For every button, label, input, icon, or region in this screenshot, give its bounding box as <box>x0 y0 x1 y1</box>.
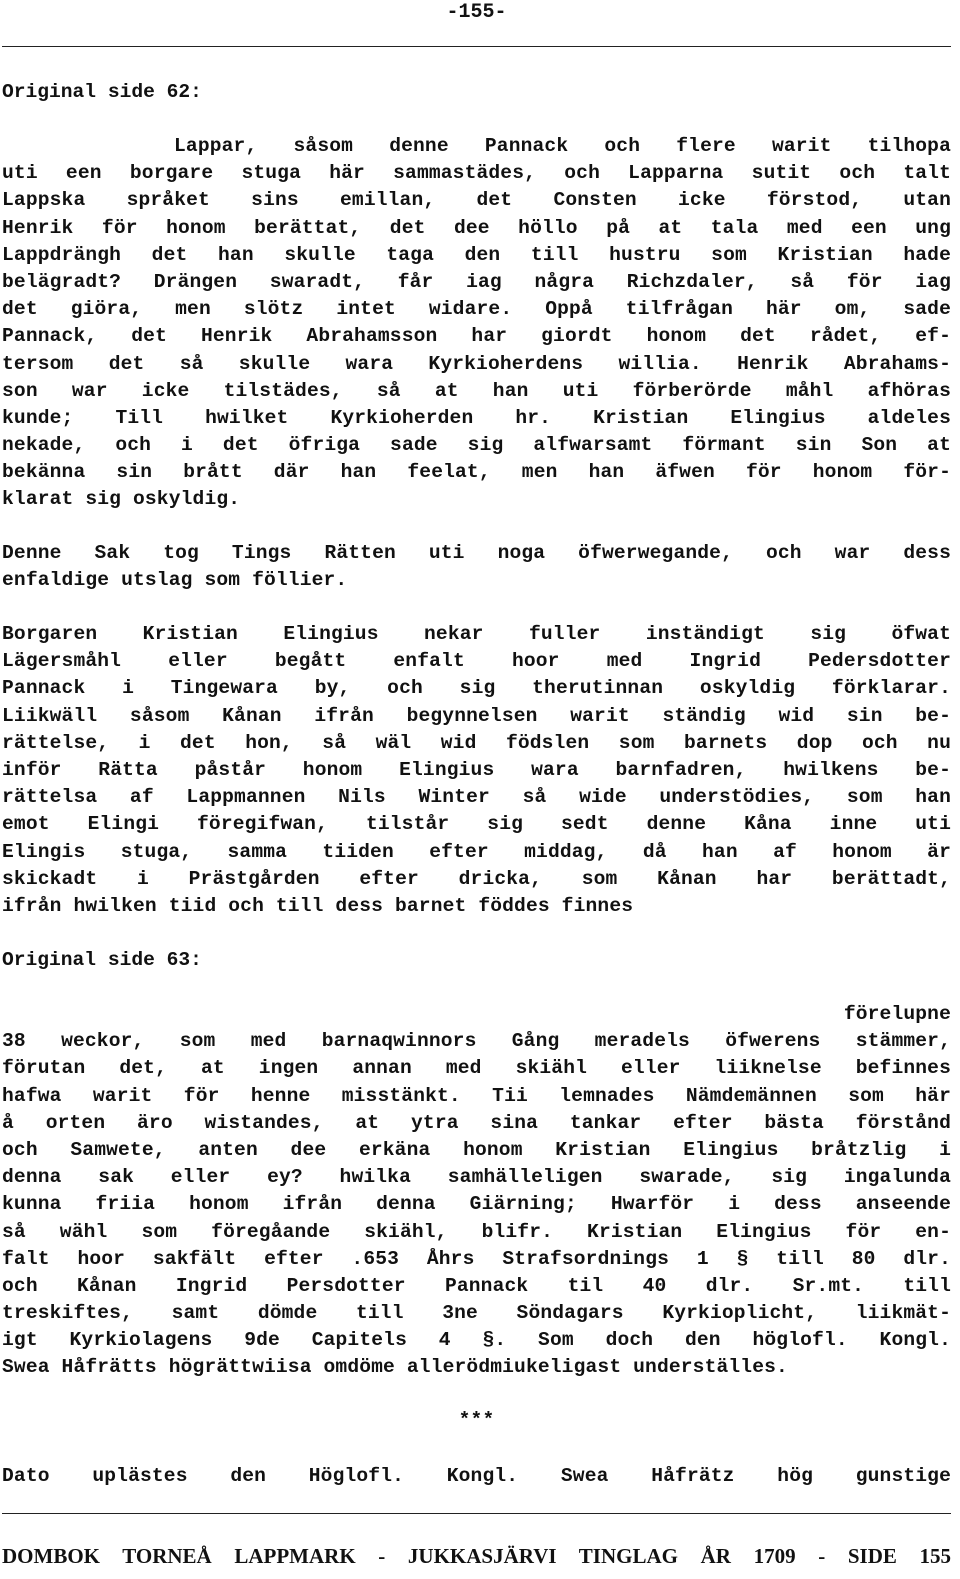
text-line: kunde; Till hwilket Kyrkioherden hr. Kristian Elingius aldeles <box>2 406 951 429</box>
paragraph-sentence <box>2 1001 951 1382</box>
text-line: son war icke tilstädes, så at han uti förberörde måhl afhöras <box>2 379 951 402</box>
text-line: så wähl som föregåande skiähl, blifr. Kristian Elingius för en- <box>2 1220 951 1243</box>
section-heading-original-side-62: Original side 62: <box>2 81 202 103</box>
text-line: treskiftes, samt dömde till 3ne Söndagars Kyrkioplicht, liikmät- <box>2 1302 951 1325</box>
text-line: det giöra, men slötz intet widare. Oppå tilfrågan här om, sade <box>2 298 951 321</box>
text-line: förutan det, at ingen annan med skiähl eller liiknelse befinnes <box>2 1057 951 1080</box>
text-line: skickadt i Prästgården efter dricka, som Kånan har berättadt, <box>2 867 951 890</box>
text-line: uti een borgare stuga här sammastädes, och Lapparna sutit och talt <box>2 162 951 185</box>
text-line: Lägersmåhl eller begått enfalt hoor med Ingrid Pedersdotter <box>2 650 951 673</box>
text-line: hafwa warit för henne misstänkt. Tii lemnades Nämdemännen som här <box>2 1084 951 1107</box>
text-line: falt hoor sakfält efter .653 Åhrs Strafsordnings 1 § till 80 dlr. <box>2 1247 951 1270</box>
text-line: och Kånan Ingrid Persdotter Pannack til 40 dlr. Sr.mt. till <box>2 1274 951 1297</box>
text-line: Elingis stuga, samma tiiden efter middag, då han af honom är <box>2 840 951 863</box>
separator-text: *** <box>458 1409 495 1431</box>
paragraph-testimony <box>2 133 951 514</box>
text-line: rättelse, i det hon, så wäl wid födslen som barnets dop och nu <box>2 731 951 754</box>
text-line: enfaldige utslag som föllier. <box>2 569 348 592</box>
text-line: tersom det så skulle wara Kyrkioherdens willia. Henrik Abrahams- <box>2 352 951 375</box>
text-line: Borgaren Kristian Elingius nekar fuller inständigt sig öfwat <box>2 623 951 645</box>
text-line: rättelsa af Lappmannen Nils Winter så wide understödies, som han <box>2 786 951 809</box>
header-rule <box>2 46 951 47</box>
text-line: Lappdrängh det han skulle taga den till hustru som Kristian hade <box>2 243 951 266</box>
text-line: bekänna sin brått där han feelat, men han äfwen för honom för- <box>2 461 951 484</box>
text-line: Pannack i Tingewara by, och sig therutinnan oskyldig förklarar. <box>2 677 951 700</box>
paragraph-closing <box>2 1463 951 1490</box>
paragraph-deliberation <box>2 540 951 594</box>
text-line: igt Kyrkiolagens 9de Capitels 4 §. Som doch den höglofl. Kongl. <box>2 1329 951 1352</box>
text-line: och Samwete, anten dee erkäna honom Kristian Elingius bråtzlig i <box>2 1138 951 1161</box>
text-line: å orten äro wistandes, at ytra sina tankar efter bästa förstånd <box>2 1111 951 1134</box>
paragraph-verdict-reasoning <box>2 621 951 920</box>
text-line: förelupne <box>843 1003 951 1025</box>
text-line: Lappska språket sins emillan, det Consten icke förstod, utan <box>2 189 951 212</box>
text-line: Lappar, såsom denne Pannack och flere warit tilhopa <box>174 135 951 157</box>
text-line: kunna friia honom ifrån denna Giärning; Hwarför i dess anseende <box>2 1193 951 1216</box>
section-separator <box>2 1407 951 1434</box>
text-line: 38 weckor, som med barnaqwinnors Gång meradels öfwerens stämmer, <box>2 1030 951 1053</box>
page-number: -155- <box>446 1 507 24</box>
text-line: belägradt? Drängen swaradt, får iag några Richzdaler, så för iag <box>2 270 951 293</box>
page-footer: DOMBOK TORNEÅ LAPPMARK - JUKKASJÄRVI TINGLAG ÅR 1709 - SIDE 155 <box>2 1544 951 1568</box>
text-line: Swea Håfrätts högrättwiisa omdöme allerödmiukeligast underställes. <box>2 1356 788 1379</box>
text-line: emot Elingi föregifwan, tilstår sig sedt denne Kåna inne uti <box>2 813 951 836</box>
text-line: Liikwäll såsom Kånan ifrån begynnelsen warit ständig wid sin be- <box>2 704 951 727</box>
heading-text: Original side 63: <box>2 949 202 971</box>
section-heading-original-side-63 <box>2 947 951 974</box>
text-line: ifrån hwilken tiid och till dess barnet föddes finnes <box>2 894 634 917</box>
text-line: Henrik för honom berättat, det dee höllo på at tala med een ung <box>2 216 951 239</box>
text-line: nekade, och i det öfriga sade sig alfwarsamt förmant sin Son at <box>2 434 951 457</box>
text-line: Pannack, det Henrik Abrahamsson har giordt honom det rådet, ef- <box>2 325 951 348</box>
text-line: inför Rätta påstår honom Elingius wara barnfadren, hwilkens be- <box>2 758 951 781</box>
text-line: Dato uplästes den Höglofl. Kongl. Swea Håfrätz hög gunstige <box>2 1465 951 1487</box>
text-line: denna sak eller ey? hwilka samhälleligen swarade, sig ingalunda <box>2 1166 951 1189</box>
text-line: Denne Sak tog Tings Rätten uti noga öfwerwegande, och war dess <box>2 542 951 564</box>
text-line: klarat sig oskyldig. <box>2 488 241 511</box>
footer-rule <box>2 1513 951 1514</box>
